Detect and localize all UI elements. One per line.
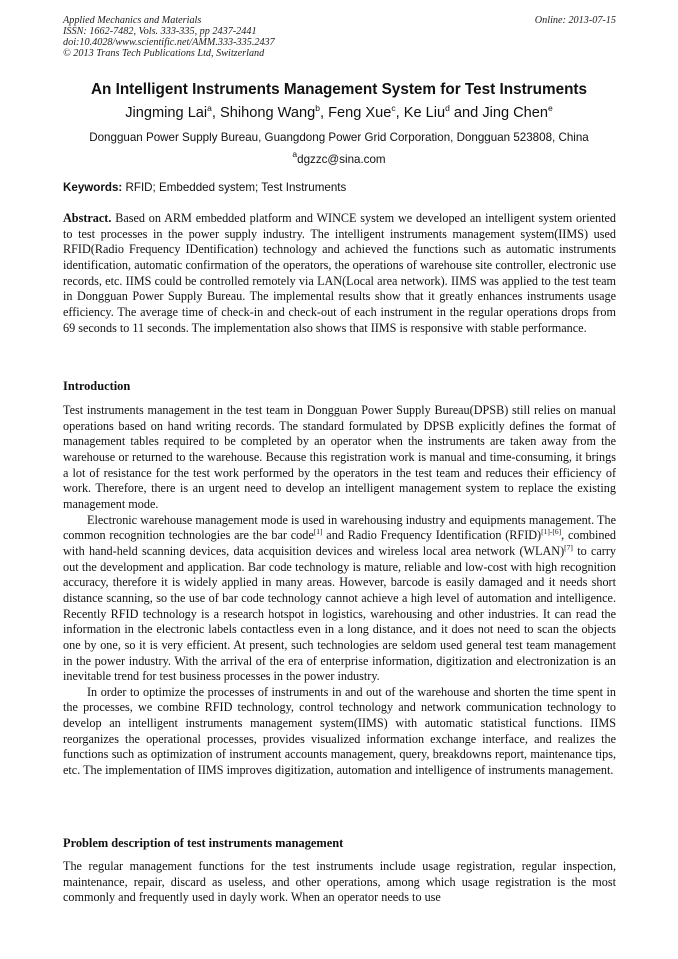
author-separator: ,	[395, 105, 404, 121]
author-separator: ,	[319, 105, 329, 121]
affiliation: Dongguan Power Supply Bureau, Guangdong Power Grid Corporation, Dongguan 523808, China	[89, 131, 589, 144]
citation[interactable]: [7]	[564, 542, 573, 552]
email-affil-mark: a	[292, 149, 298, 159]
journal-name: Applied Mechanics and Materials	[63, 15, 202, 26]
author-separator: ,	[211, 105, 221, 121]
paragraph	[63, 513, 616, 685]
introduction-body	[63, 403, 616, 779]
paragraph: Test instruments management in the test team in Dongguan Power Supply Bureau(DPSB) still relies on manual operations based on hand writing records. The standard formulated by DPSB explicitly defines the format of management tables required to be completed by an operator when the instruments are taken away from the warehouse or returned to the warehouse. Because this registration work is manual and time-consuming, it brings a lot of resistance for the test work performed by the operators in the test team and reduces their efficiency of work. Therefore, there is an urgent need to develop an intelligent management system to replace the existing management mode.	[63, 403, 616, 511]
citation[interactable]: [1]	[313, 527, 323, 537]
online-date: Online: 2013-07-15	[534, 15, 616, 26]
copyright-line: © 2013 Trans Tech Publications Ltd, Switzerland	[63, 48, 265, 60]
abstract-label: Abstract.	[63, 211, 112, 225]
author-affil-mark: e	[548, 103, 553, 113]
issn-line: ISSN: 1662-7482, Vols. 333-335, pp 2437-2441	[63, 26, 257, 38]
author-list	[40, 104, 638, 122]
email-address[interactable]: dgzzc@sina.com	[297, 153, 386, 166]
abstract-text: Based on ARM embedded platform and WINCE system we developed an intelligent system oriented to test processes in the power supply industry. The intelligent instruments management system(IIMS) used RFID(Radio Frequency IDentification) technology and achieved the functions such as automatic instruments identification, automatic confirmation of the operators, the operations of warehouse site controller, electronic use records, etc. IIMS could be controlled remotely via LAN(Local area network). IIMS was applied to the test team in Dongguan Power Supply Bureau. The implemental results show that it greatly enhances instruments usage efficiency. The average time of check-in and check-out of each instrument in the regular operations drops from 69 seconds to 11 seconds. The implementation also shows that IIMS is responsive with stable performance.	[63, 211, 616, 335]
keywords-label: Keywords:	[63, 181, 123, 194]
section-heading-introduction: Introduction	[63, 379, 131, 393]
paragraph-text: and Radio Frequency Identification (RFID)	[322, 528, 542, 543]
paragraph: In order to optimize the processes of instruments in and out of the warehouse and shorten the time spent in the processes, we combine RFID technology, control technology and network communication technology to develop an intelligent instruments management system(IIMS) with automatic statistical functions. IIMS reorganizes the operational processes, provides visualized information exchange interface, and realizes the functions such as optimization of instrument accounts management, query, breakdowns report, maintenance tips, etc. The implementation of IIMS improves digitization, automation and intelligence of instruments management.	[63, 684, 616, 778]
doi-line: doi:10.4028/www.scientific.net/AMM.333-335.2437	[63, 37, 275, 49]
citation[interactable]: [1]-[6]	[541, 527, 562, 537]
section-heading-problem: Problem description of test instruments management	[63, 836, 344, 850]
author-name: Jingming Lai	[125, 105, 208, 121]
keywords-text: RFID; Embedded system; Test Instruments	[122, 181, 347, 194]
paragraph: The regular management functions for the test instruments include usage registration, regular inspection, maintenance, repair, discard as useless, and other operations, among which usage registration is the most commonly and frequently used in dayly work. When an operator needs to use	[63, 859, 616, 905]
paragraph-text: Electronic warehouse management mode is used in warehousing industry and equipments management. The common recognition technologies are the bar code	[63, 512, 616, 543]
paragraph-text: , combined with hand-held scanning devices, data acquisition devices and wireless local area network (WLAN)	[63, 528, 617, 558]
journal-header	[63, 15, 616, 59]
author-affil-mark: c	[391, 103, 396, 113]
paper-title: An Intelligent Instruments Management System for Test Instruments	[90, 81, 588, 98]
author-name: Feng Xue	[328, 105, 392, 121]
author-email	[40, 149, 638, 167]
problem-body	[63, 859, 616, 906]
keywords	[63, 181, 616, 195]
author-name: Shihong Wang	[220, 105, 316, 121]
paragraph-text: to carry out the development and application. Bar code technology is mature, reliable and low-cost with high recognition accuracy, therefore it is widely applied in many areas. However, barcode is easily damaged and it needs short distance scanning, so the use of bar code technology cannot achieve a high level of automation and intelligence. Recently RFID technology is a research hotspot in logistics, warehousing and other industries. It can read the information in the electronic labels contactless even in a long distance, and it does not need to scan the objects one by one, so it is very efficient. At present, such technologies are seldom used general test team management in the power industry. With the arrival of the era of enterprise information, digitization and electronization is an inevitable trend for test business processes in the power industry.	[63, 543, 617, 684]
author-separator: and	[449, 105, 483, 121]
abstract	[63, 211, 616, 336]
author-affil-mark: b	[315, 103, 320, 113]
author-affil-mark: a	[207, 103, 212, 113]
author-name: Ke Liu	[403, 105, 446, 121]
author-name: Jing Chen	[482, 105, 549, 121]
author-affil-mark: d	[445, 103, 450, 113]
